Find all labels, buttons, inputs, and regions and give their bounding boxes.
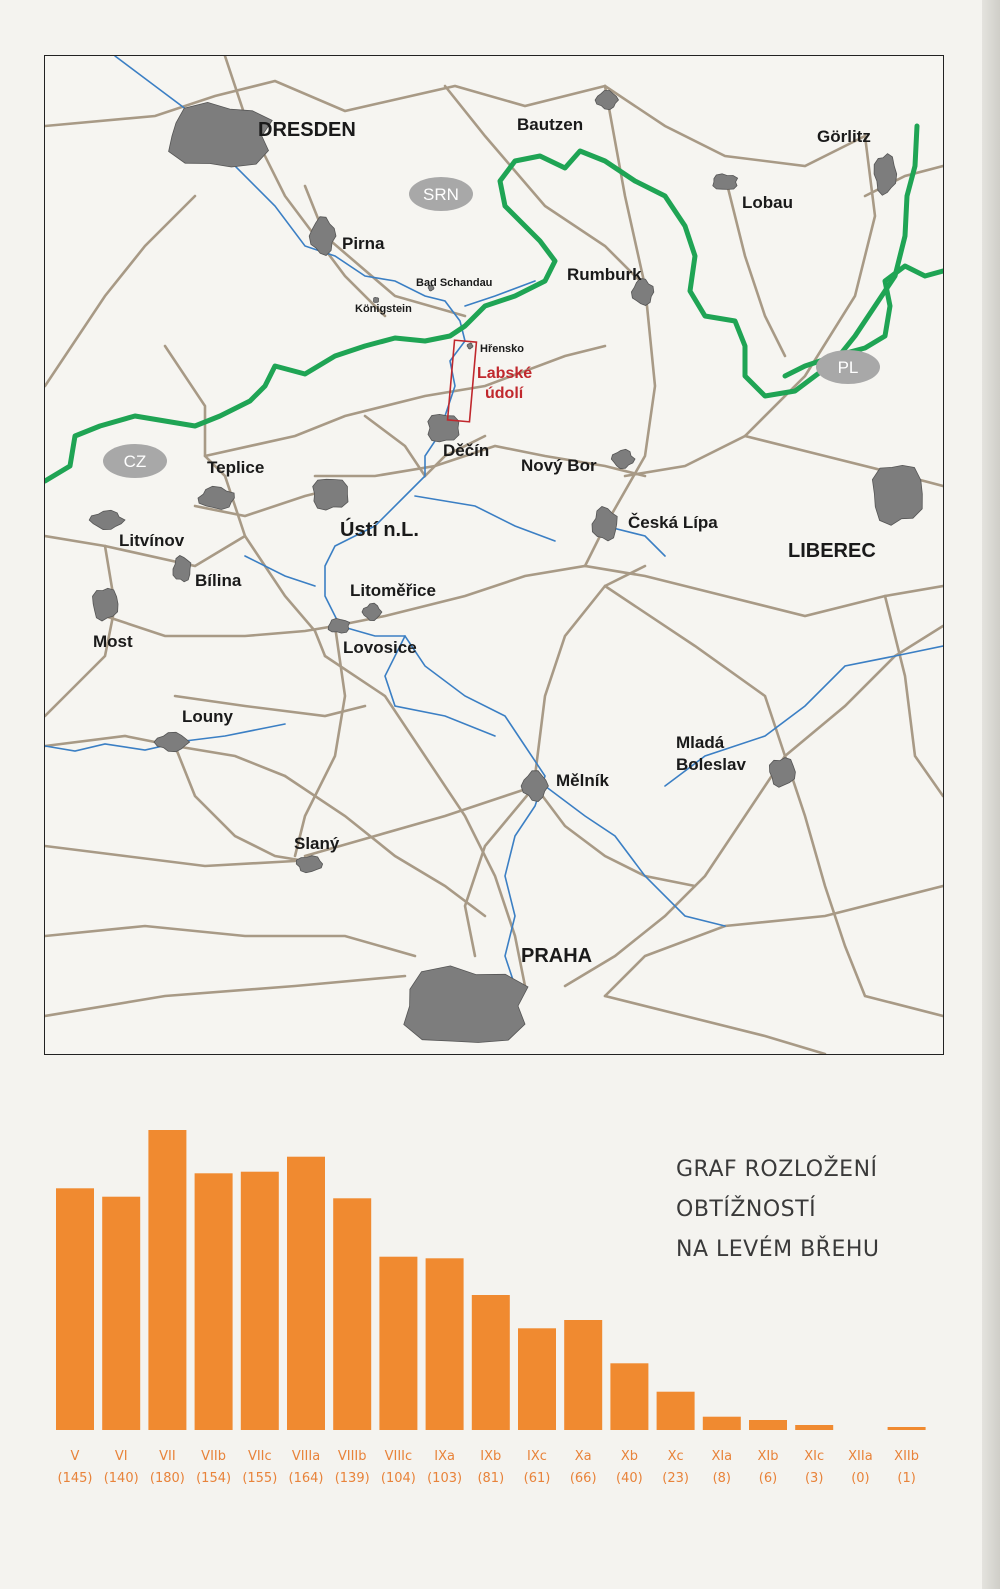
region-badge-pl	[816, 350, 880, 384]
count-label-VIIc: (155)	[242, 1471, 278, 1486]
city-label-bad-schandau: Bad Schandau	[416, 277, 493, 289]
bar-VIIIa	[287, 1157, 325, 1430]
chart-tick-labels	[58, 1449, 919, 1486]
valley-label-line1: Labské	[477, 365, 533, 382]
region-badge-srn	[409, 177, 473, 211]
city-label-novy-bor: Nový Bor	[521, 456, 597, 475]
labske-udoli-highlight-rect	[448, 340, 477, 422]
tick-label-XIc: XIc	[804, 1449, 825, 1464]
city-area-slany	[296, 856, 322, 873]
count-label-XIb: (6)	[758, 1471, 778, 1486]
bar-IXb	[472, 1295, 510, 1430]
city-label-slany: Slaný	[294, 834, 340, 853]
tick-label-Xa: Xa	[574, 1449, 592, 1464]
city-area-konigstein	[373, 297, 378, 302]
city-label-lobau: Lobau	[742, 193, 793, 212]
tick-label-VIIc: VIIc	[247, 1449, 272, 1464]
city-area-pirna	[309, 217, 336, 256]
city-area-lobau	[713, 174, 738, 190]
count-label-XIIa: (0)	[851, 1471, 870, 1486]
bar-VIIb	[195, 1173, 233, 1430]
count-label-VI: (140)	[103, 1471, 139, 1486]
city-labels	[93, 115, 876, 967]
city-label-gorlitz: Görlitz	[817, 127, 871, 146]
state-border	[45, 126, 943, 481]
bar-VIIIc	[379, 1257, 417, 1430]
city-label-konigstein: Königstein	[355, 303, 412, 315]
tick-label-XIIb: XIIb	[894, 1449, 920, 1464]
bar-V	[56, 1188, 94, 1430]
tick-label-XIb: XIb	[757, 1449, 779, 1464]
bar-VIIIb	[333, 1198, 371, 1430]
city-area-decin	[428, 414, 459, 442]
bar-IXa	[426, 1258, 464, 1430]
city-area-bilina	[173, 556, 191, 582]
city-label-ceska-lipa: Česká Lípa	[628, 513, 718, 532]
chart-title-line-1: GRAF ROZLOŽENÍ	[676, 1157, 878, 1182]
count-label-Xb: (40)	[616, 1471, 643, 1486]
city-label-bilina: Bílina	[195, 571, 242, 590]
tick-label-VIIIc: VIIIc	[384, 1449, 413, 1464]
bar-Xb	[610, 1363, 648, 1430]
city-label-litvinov: Litvínov	[119, 531, 185, 550]
city-area-hrensko	[467, 343, 473, 349]
region-badge-pl-label: PL	[837, 358, 859, 377]
city-area-litvinov	[89, 510, 125, 529]
count-label-VIIIb: (139)	[334, 1471, 370, 1486]
map	[45, 56, 943, 1054]
bar-Xc	[657, 1392, 695, 1430]
chart-title	[676, 1150, 966, 1270]
map-frame	[44, 55, 944, 1055]
city-label-bautzen: Bautzen	[517, 115, 584, 134]
city-area-mlada-boleslav-1	[769, 758, 795, 788]
city-area-praha	[404, 966, 528, 1043]
valley-label-line2: údolí	[485, 385, 524, 402]
region-badge-srn-label: SRN	[423, 185, 459, 204]
tick-label-XIa: XIa	[711, 1449, 733, 1464]
tick-label-Xc: Xc	[667, 1449, 684, 1464]
count-label-VIIb: (154)	[196, 1471, 232, 1486]
city-label-lovosice: Lovosice	[343, 638, 417, 657]
count-label-VII: (180)	[149, 1471, 185, 1486]
bar-XIIb	[888, 1427, 926, 1430]
count-label-IXc: (61)	[523, 1471, 551, 1486]
region-badge-cz	[103, 444, 167, 478]
river-network	[45, 56, 943, 986]
city-area-liberec	[872, 465, 922, 525]
count-label-VIIIa: (164)	[288, 1471, 324, 1486]
region-badge-cz-label: CZ	[123, 452, 147, 471]
city-areas	[89, 91, 922, 1043]
city-label-decin: Děčín	[443, 441, 490, 460]
bar-VII	[148, 1130, 186, 1430]
count-label-VIIIc: (104)	[380, 1471, 416, 1486]
bar-VI	[102, 1197, 140, 1430]
count-label-XIa: (8)	[712, 1471, 732, 1486]
count-label-XIc: (3)	[804, 1471, 824, 1486]
city-area-gorlitz	[874, 154, 897, 196]
tick-label-Xb: Xb	[620, 1449, 638, 1464]
tick-label-VIIIb: VIIIb	[337, 1449, 367, 1464]
tick-label-VII: VII	[159, 1449, 176, 1464]
city-label-litomerice: Litoměřice	[350, 581, 436, 600]
tick-label-IXb: IXb	[480, 1449, 502, 1464]
city-label-liberec: LIBEREC	[788, 540, 876, 562]
city-label-rumburk: Rumburk	[567, 265, 642, 284]
city-label-teplice: Teplice	[207, 458, 265, 477]
count-label-IXa: (103)	[427, 1471, 463, 1486]
bar-Xa	[564, 1320, 602, 1430]
chart-title-line-2: OBTÍŽNOSTÍ	[676, 1197, 817, 1222]
chart-title-line-3: NA LEVÉM BŘEHU	[676, 1237, 880, 1262]
count-label-XIIb: (1)	[897, 1471, 916, 1486]
city-label-praha: PRAHA	[521, 945, 593, 967]
tick-label-VIIb: VIIb	[201, 1449, 227, 1464]
count-label-Xa: (66)	[569, 1471, 597, 1486]
bar-VIIc	[241, 1172, 279, 1430]
city-label-mlada-boleslav-2: Boleslav	[676, 755, 746, 774]
city-label-pirna: Pirna	[342, 234, 385, 253]
city-area-novy-bor	[611, 449, 635, 468]
count-label-IXb: (81)	[477, 1471, 505, 1486]
city-label-melnik: Mělník	[556, 771, 609, 790]
count-label-V: (145)	[57, 1471, 93, 1486]
bar-IXc	[518, 1328, 556, 1430]
tick-label-XIIa: XIIa	[848, 1449, 873, 1464]
bar-XIb	[749, 1420, 787, 1430]
city-label-louny: Louny	[182, 707, 233, 726]
count-label-Xc: (23)	[662, 1471, 689, 1486]
tick-label-VI: VI	[114, 1449, 128, 1464]
city-label-most: Most	[93, 632, 133, 651]
tick-label-VIIIa: VIIIa	[291, 1449, 321, 1464]
tick-label-IXa: IXa	[434, 1449, 455, 1464]
city-area-lovosice	[328, 618, 350, 633]
city-area-dresden	[169, 102, 273, 167]
region-badges	[103, 177, 880, 478]
city-label-hrensko: Hřensko	[480, 343, 525, 355]
tick-label-IXc: IXc	[527, 1449, 547, 1464]
tick-label-V: V	[70, 1449, 80, 1464]
bar-XIa	[703, 1417, 741, 1430]
city-label-dresden: DRESDEN	[258, 119, 356, 141]
city-label-mlada-boleslav-1: Mladá	[676, 733, 725, 752]
city-label-usti: Ústí n.L.	[340, 519, 419, 541]
bar-XIc	[795, 1425, 833, 1430]
city-area-usti	[313, 479, 348, 510]
